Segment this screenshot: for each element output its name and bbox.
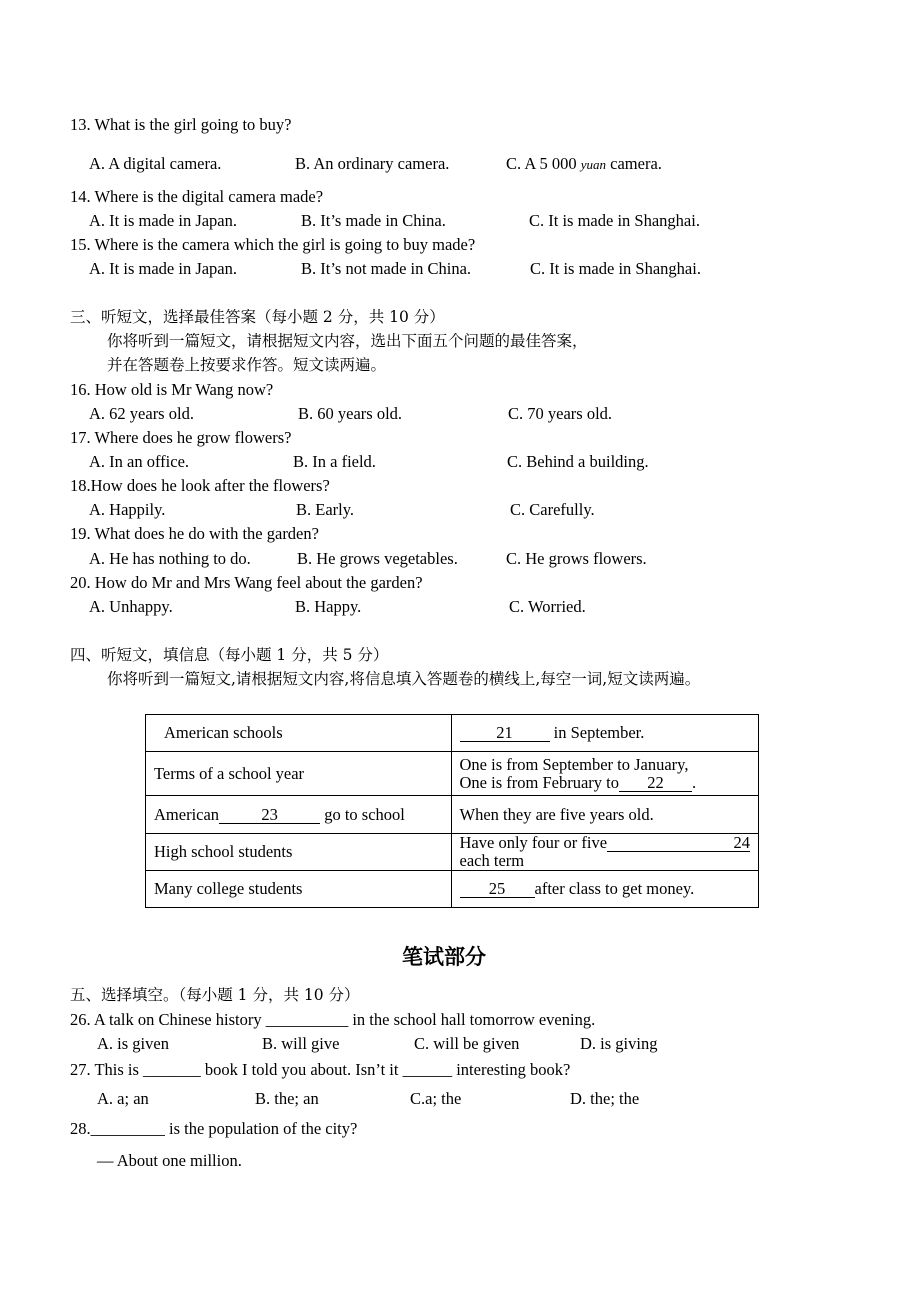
q15-option-b: B. It’s not made in China.	[301, 259, 472, 278]
q28-answer: — About one million.	[97, 1151, 242, 1170]
table-cell: 25 after class to get money.	[451, 871, 758, 908]
q18-option-a: A. Happily.	[89, 500, 166, 519]
q15-option-a: A. It is made in Japan.	[89, 259, 238, 278]
q16-option-a: A. 62 years old.	[89, 404, 194, 423]
q13-option-b: B. An ordinary camera.	[295, 154, 450, 173]
table-row	[146, 796, 759, 834]
section-3-instruction-2: 并在答题卷上按要求作答。短文读两遍。	[107, 356, 387, 374]
blank-24: 24	[607, 834, 750, 852]
blank-23: 23	[219, 806, 320, 824]
question-26: 26. A talk on Chinese history __________ in the school hall tomorrow evening.	[70, 1010, 596, 1029]
q15-option-c: C. It is made in Shanghai.	[530, 259, 701, 278]
section-4-instruction: 你将听到一篇短文,请根据短文内容,将信息填入答题卷的横线上,每空一词,短文读两遍。	[107, 670, 701, 688]
q26-option-b: B. will give	[262, 1034, 340, 1053]
section-4-heading: 四、听短文，填信息（每小题 1 分，共 5 分）	[70, 646, 389, 664]
question-16: 16. How old is Mr Wang now?	[70, 380, 274, 399]
table-cell: American 23 go to school	[146, 796, 452, 834]
written-part-title: 笔试部分	[402, 945, 486, 969]
blank-21: 21	[460, 724, 550, 742]
question-27: 27. This is _______ book I told you about. Isn’t it ______ interesting book?	[70, 1060, 571, 1079]
table-cell: One is from September to January, One is from February to 22 .	[451, 752, 758, 796]
q18-option-b: B. Early.	[296, 500, 355, 519]
question-14: 14. Where is the digital camera made?	[70, 187, 324, 206]
question-15: 15. Where is the camera which the girl is going to buy made?	[70, 235, 476, 254]
q27-option-b: B. the; an	[255, 1089, 319, 1108]
q14-option-c: C. It is made in Shanghai.	[529, 211, 700, 230]
q17-option-a: A. In an office.	[89, 452, 190, 471]
q17-option-b: B. In a field.	[293, 452, 376, 471]
section-5-heading: 五、选择填空。（每小题 1 分，共 10 分）	[70, 986, 360, 1004]
section-3-instruction-1: 你将听到一篇短文，请根据短文内容，选出下面五个问题的最佳答案，	[107, 332, 588, 350]
question-18: 18.How does he look after the flowers?	[70, 476, 330, 495]
q16-option-c: C. 70 years old.	[508, 404, 613, 423]
table-row	[146, 752, 759, 796]
table-cell: Have only four or five 24 each term	[451, 834, 758, 871]
q18-option-c: C. Carefully.	[510, 500, 595, 519]
q19-option-b: B. He grows vegetables.	[297, 549, 458, 568]
q27-option-c: C.a; the	[410, 1089, 462, 1108]
q19-option-c: C. He grows flowers.	[506, 549, 647, 568]
table-row	[146, 871, 759, 908]
table-row	[146, 715, 759, 752]
q27-option-a: A. a; an	[97, 1089, 149, 1108]
q26-option-c: C. will be given	[414, 1034, 520, 1053]
table-cell: When they are five years old.	[451, 796, 758, 834]
q27-option-d: D. the; the	[570, 1089, 640, 1108]
q26-option-d: D. is giving	[580, 1034, 658, 1053]
q20-option-c: C. Worried.	[509, 597, 586, 616]
q26-option-a: A. is given	[97, 1034, 169, 1053]
info-table	[145, 714, 759, 908]
question-20: 20. How do Mr and Mrs Wang feel about the garden?	[70, 573, 423, 592]
q14-option-a: A. It is made in Japan.	[89, 211, 238, 230]
q13-option-c: C. A 5 000 yuan camera.	[506, 154, 662, 173]
question-28: 28._________ is the population of the city?	[70, 1119, 358, 1138]
q20-option-a: A. Unhappy.	[89, 597, 173, 616]
question-17: 17. Where does he grow flowers?	[70, 428, 292, 447]
table-cell: Many college students	[146, 871, 452, 908]
table-cell: American schools	[146, 715, 452, 752]
q19-option-a: A. He has nothing to do.	[89, 549, 251, 568]
blank-22: 22	[619, 774, 692, 792]
table-cell: 21 in September.	[451, 715, 758, 752]
q17-option-c: C. Behind a building.	[507, 452, 649, 471]
table-cell: Terms of a school year	[146, 752, 452, 796]
q16-option-b: B. 60 years old.	[298, 404, 403, 423]
q13-option-a: A. A digital camera.	[89, 154, 222, 173]
table-cell: High school students	[146, 834, 452, 871]
table-row	[146, 834, 759, 871]
blank-25: 25	[460, 880, 535, 898]
question-13: 13. What is the girl going to buy?	[70, 115, 292, 134]
q14-option-b: B. It’s made in China.	[301, 211, 446, 230]
question-19: 19. What does he do with the garden?	[70, 524, 319, 543]
q20-option-b: B. Happy.	[295, 597, 362, 616]
section-3-heading: 三、听短文，选择最佳答案（每小题 2 分，共 10 分）	[70, 308, 445, 326]
